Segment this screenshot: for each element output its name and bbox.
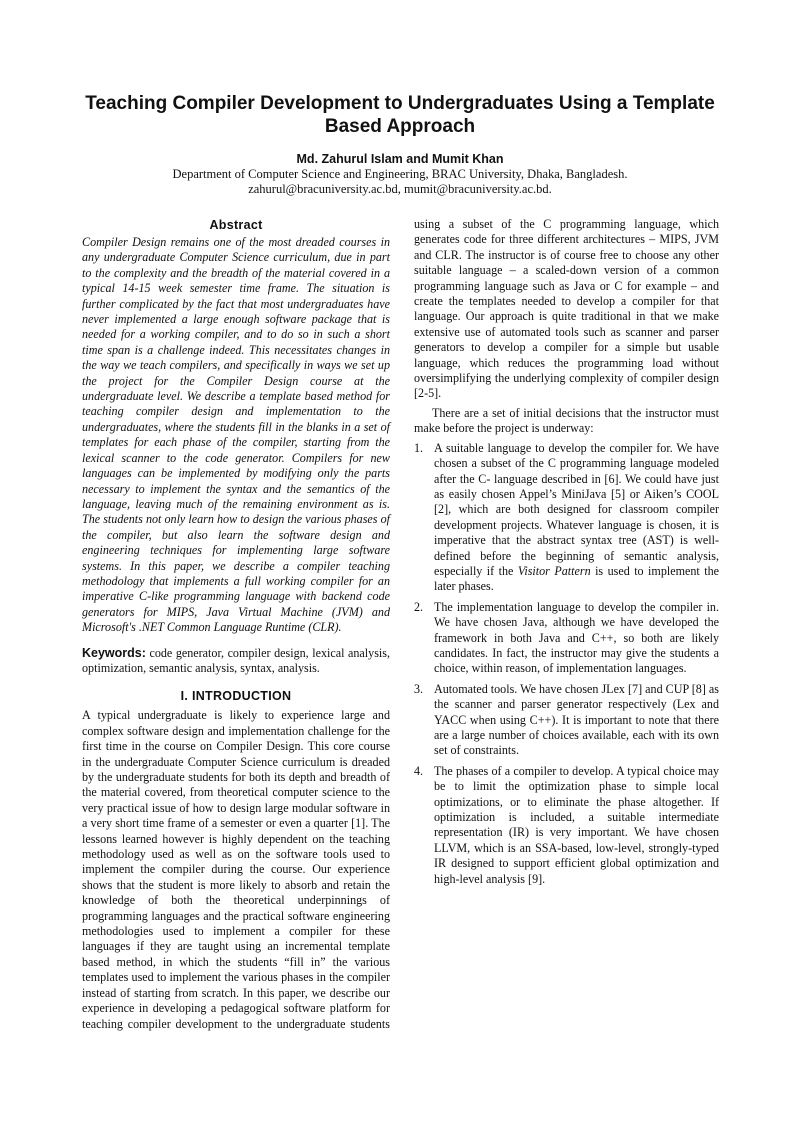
paper-authors: Md. Zahurul Islam and Mumit Khan bbox=[296, 152, 504, 166]
right-column bbox=[414, 217, 719, 892]
keywords-text: code generator, compiler design, lexical analysis, optimization, semantic analysis, syntax, analysis. bbox=[82, 645, 390, 675]
introduction-paragraph-1: A typical undergraduate is likely to experience large and complex software design and implementation challenge for the first time in the course on Compiler Design. This core course in the undergraduate Computer Science curriculum is dreaded by the undergraduate students for both its depth and breadth of the material covered, from theoretical computer science to the very practical issue of how to design large modular software in a very short time frame of a semester or even a quarter [1]. The lessons learned however is highly dependent on the teaching methodology used as well as on the software tools used to implement the compiler during the course. Our experience shows that the student is more likely to absorb and retain the knowledge of both the theoretical underpinnings of programming languages and the practical software engineering methodologies used to implement a compiler for these languages if they are taught using an incremental template based method, in which the students “fill in” the various templates used to implement the various phases in the compiler instead of starting from scratch. In this paper, we describe our experience in developing a pedagogical software platform for teaching compiler development to the undergraduate students bbox=[82, 708, 390, 1031]
list-item-text: The phases of a compiler to develop. A typical choice may be to limit the optimization phase to simple local optimizations, or to eliminate the phase altogether. If optimization is included, a suitable intermediate representation (IR) is very important. We have chosen LLVM, which is an SSA-based, low-level, strongly-typed IR designed to support efficient global optimization and high-level analysis [9]. bbox=[434, 763, 719, 886]
keywords-label: Keywords: bbox=[82, 645, 146, 660]
list-item-text: A suitable language to develop the compiler for. We have chosen a subset of the C programming language modeled after the C- language described in [6]. We could have just as easily chosen Appel’s MiniJava [5] or Aiken’s COOL [2], which are both designed for classroom compiler development projects. Whatever language is chosen, it is imperative that the abstract syntax tree (AST) is well-defined before the beginning of semantic analysis, especially if the bbox=[434, 440, 719, 578]
list-item-number: 1. bbox=[414, 440, 424, 455]
author-affiliation-block bbox=[60, 167, 740, 197]
list-item bbox=[414, 764, 719, 887]
list-item-text-end: is used to implement the later phases. bbox=[434, 563, 719, 594]
abstract-heading: Abstract bbox=[209, 218, 263, 232]
list-item-text: The implementation language to develop the compiler in. We have chosen Java, although we have developed the framework in both Java and C++, so both are likely candidates. In fact, the instructor may give the students a choice, within reason, of implementation languages. bbox=[434, 599, 719, 676]
list-item-emphasis: Visitor Pattern bbox=[517, 563, 591, 578]
left-column bbox=[82, 217, 390, 1032]
list-item bbox=[414, 600, 719, 677]
list-item-number: 2. bbox=[414, 599, 424, 614]
introduction-paragraph-1-continued: using a subset of the C programming language, which generates code for three different architectures – MIPS, JVM and CLR. The instructor is of course free to choose any other suitable language – a scaled-down version of a common programming language such as Java or C for example – and create the templates needed to develop a compiler for that language. Our approach is quite traditional in that we make extensive use of automated tools such as scanner and parser generators to develop a compiler for a simple but usable language, which reduces the programming load without oversimplifying the underlying complexity of compiler design [2-5]. bbox=[414, 217, 719, 401]
author-emails: zahurul@bracuniversity.ac.bd, mumit@bracuniversity.ac.bd. bbox=[248, 182, 552, 196]
list-item-number: 4. bbox=[414, 763, 424, 778]
decision-list bbox=[414, 441, 719, 887]
paper-title: Teaching Compiler Development to Undergraduates Using a Template Based Approach bbox=[85, 93, 715, 137]
list-item-text: Automated tools. We have chosen JLex [7] and CUP [8] as the scanner and parser generator respectively (Lex and YACC when using C++). It is important to note that there are a large number of choices available, each with its own set of constraints. bbox=[434, 681, 719, 758]
keywords bbox=[82, 646, 390, 677]
list-item-number: 3. bbox=[414, 681, 424, 696]
introduction-paragraph-2: There are a set of initial decisions that the instructor must make before the project is underway: bbox=[414, 405, 719, 436]
abstract-text: Compiler Design remains one of the most dreaded courses in any undergraduate Computer Science curriculum, due in part to the complexity and the breadth of the material covered in a typical 14-15 week semester time frame. The situation is further complicated by the fact that most undergraduates have never implemented a large enough software package that is needed for a working compiler, and to do so in such a short time span is a challenge indeed. This necessitates changes in the way we teach compilers, and specifically in ways we set up the project for the Compiler Design course at the undergraduate level. We describe a template based method for teaching compiler design and implementation to the undergraduates, where the students fill in the blanks in a set of templates for each phase of the compiler, starting from the lexical scanner to the code generator. Compilers for new languages can be implemented by modifying only the parts necessary to implement the syntax and the semantics of the language, leaving much of the remaining environment as is. The students not only learn how to design the various phases of the compiler, but also learn the software design and engineering techniques for implementing large software systems. In this paper, we describe a compiler teaching methodology that implements a full working compiler for an imperative C-like programming language with backend code generators for MIPS, Java Virtual Machine (JVM) and Microsoft's .NET Common Language Runtime (CLR). bbox=[82, 235, 390, 635]
affiliation: Department of Computer Science and Engineering, BRAC University, Dhaka, Bangladesh. bbox=[172, 167, 628, 181]
introduction-heading: I. INTRODUCTION bbox=[180, 689, 292, 704]
list-item bbox=[414, 682, 719, 759]
list-item bbox=[414, 441, 719, 595]
